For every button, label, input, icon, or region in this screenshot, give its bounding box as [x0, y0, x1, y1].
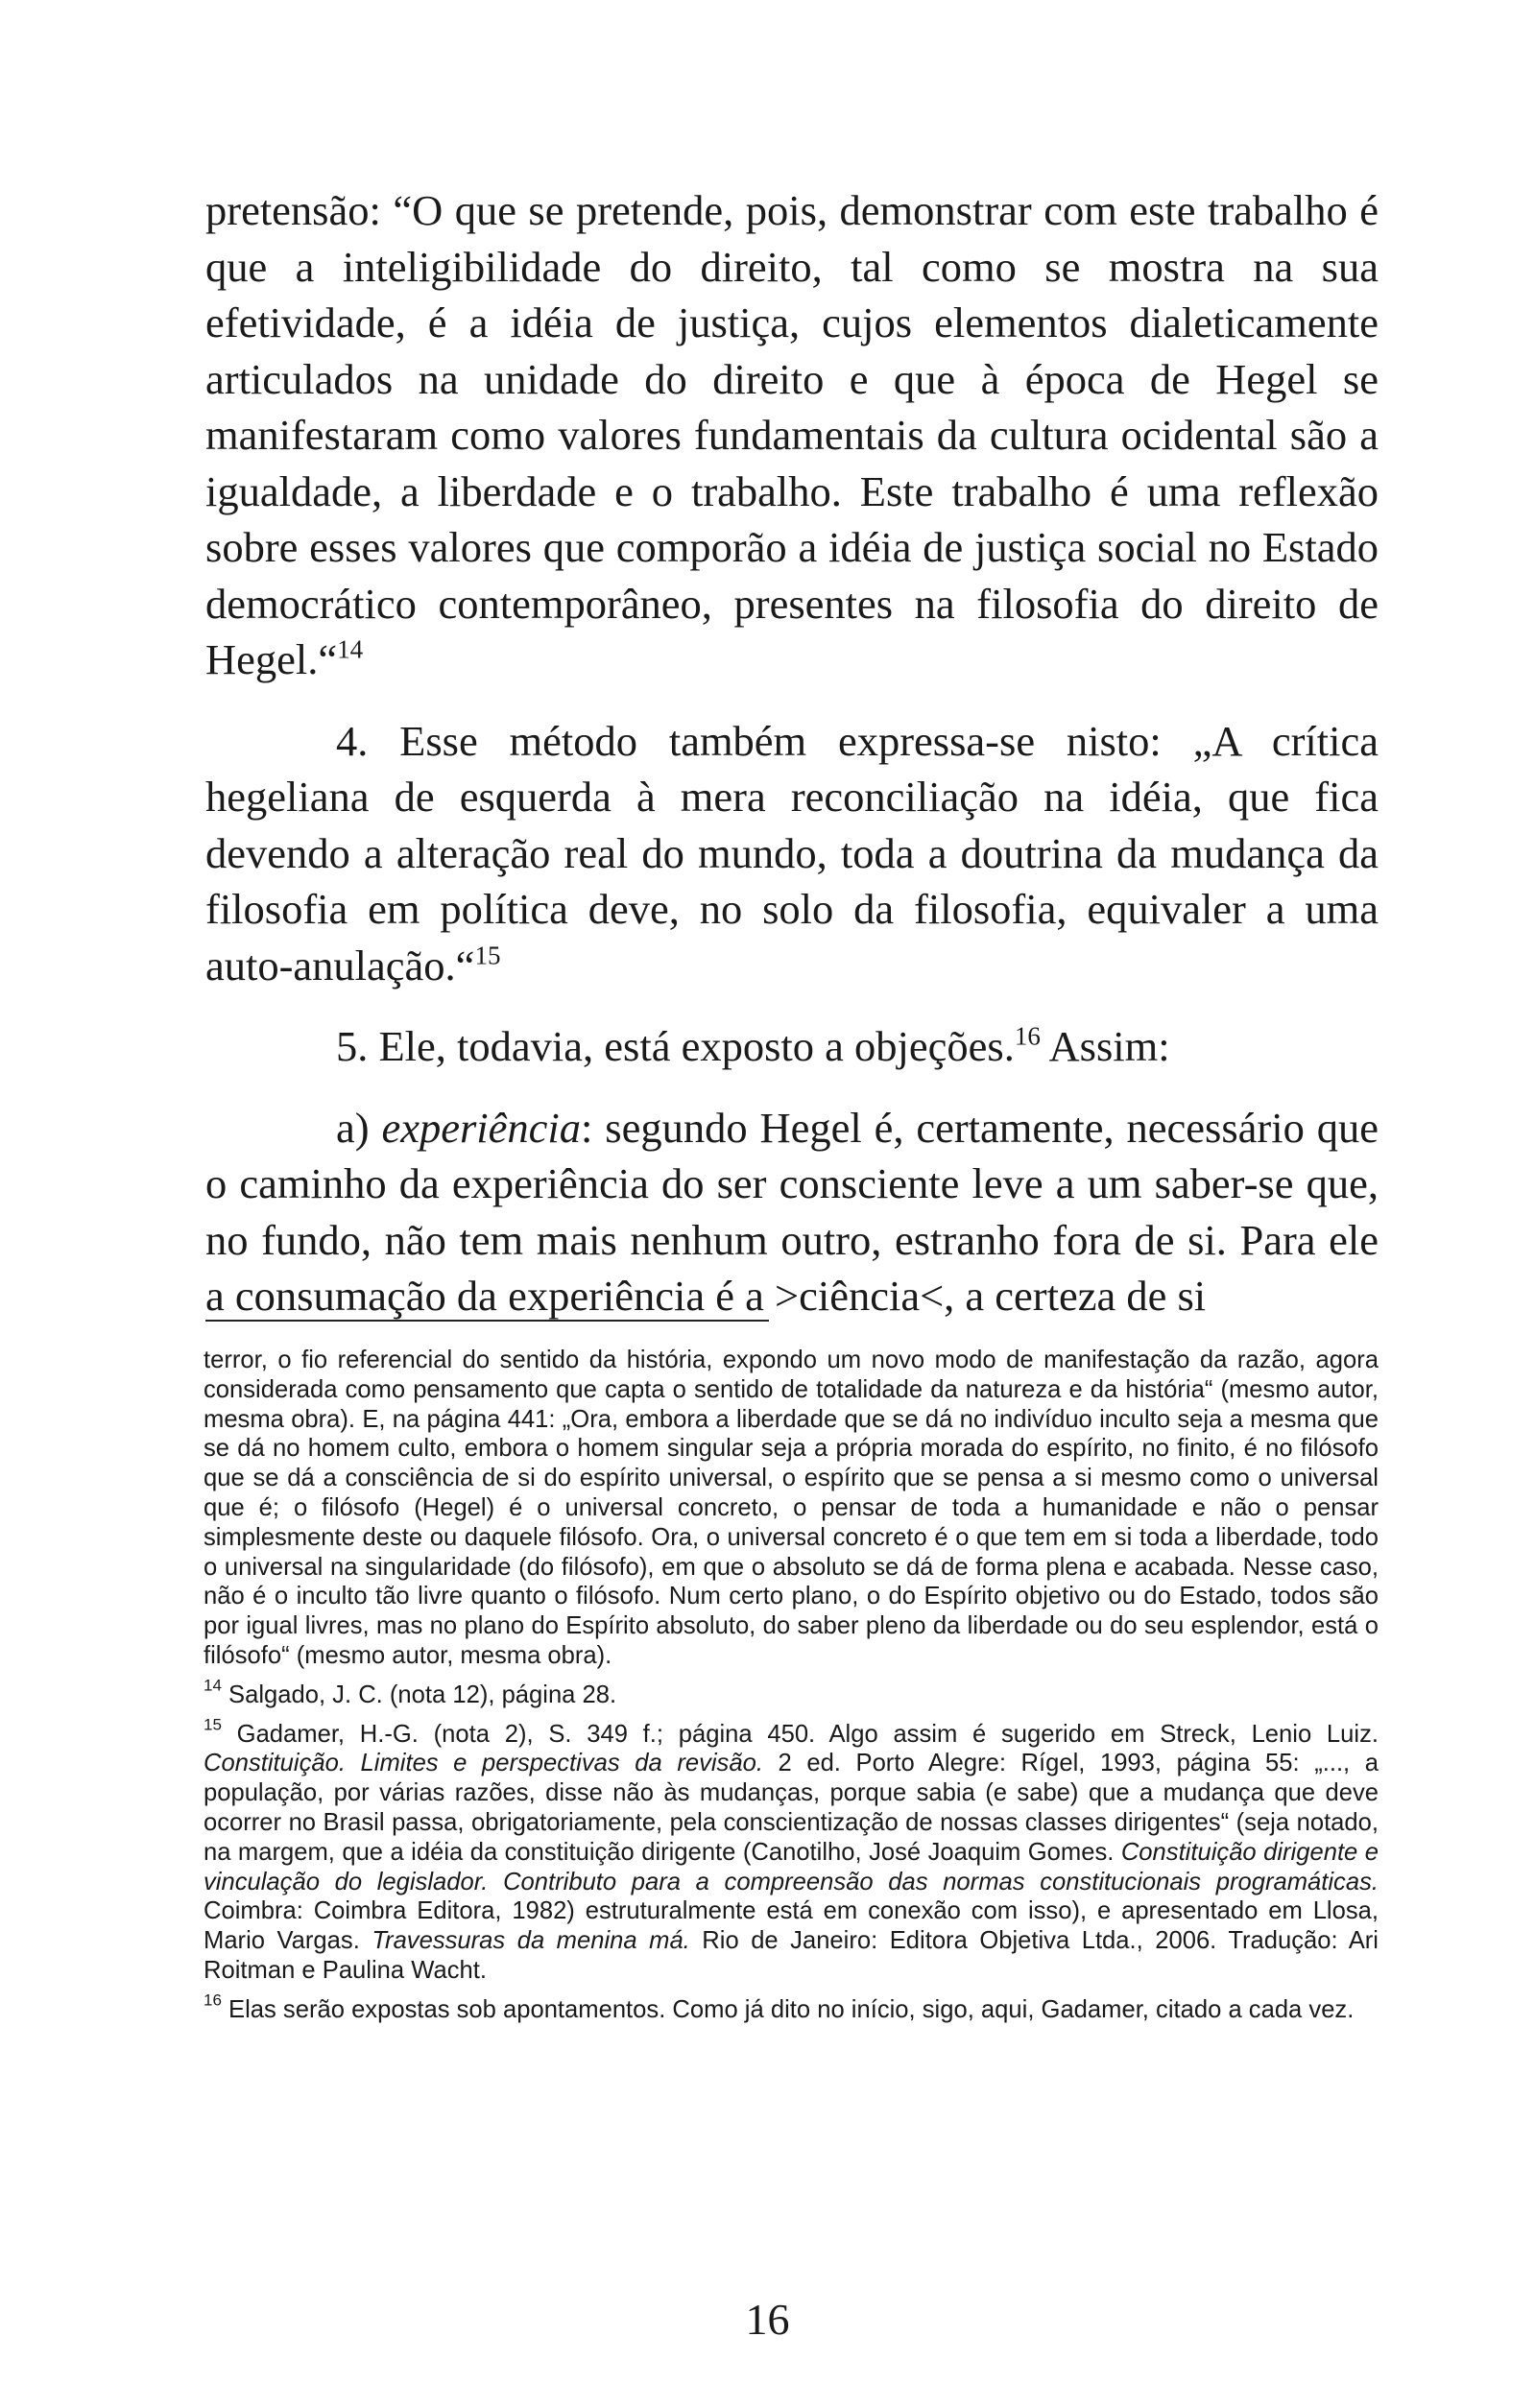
paragraph-5: 5. Ele, todavia, está exposto a objeções.$^{16}$ Assim:: [336, 1021, 1170, 1070]
page-body: [205, 182, 1379, 1324]
paragraph-4: 4. Esse método também expressa-se nisto: „A crítica hegeliana de esquerda à mera reconciliação na idéia, que fica devendo a alteração real do mundo, toda a doutrina da mudança da filosofia em política deve, no solo da filosofia, equivaler a uma auto-anulação.“$^{15}$: [205, 716, 1379, 989]
footnote-continuation: terror, o fio referencial do sentido da história, expondo um novo modo de manifestação da razão, agora considerada como pensamento que capta o sentido de totalidade da natureza e da história“ (mesmo autor, mesma obra). E, na página 441: „Ora, embora a liberdade que se dá no indivíduo inculto seja a mesma que se dá no homem culto, embora o homem singular seja a própria morada do espírito, no finito, é no filósofo que se dá a consciência de si do espírito universal, o espírito que se pensa a si mesmo como o universal que é; o filósofo (Hegel) é o universal concreto, o pensar de toda a humanidade e não o pensar simplesmente deste ou daquele filósofo. Ora, o universal concreto é o que tem em si toda a liberdade, todo o universal na singularidade (do filósofo), em que o absoluto se dá de forma plena e acabada. Nesse caso, não é o inculto tão livre quanto o filósofo. Num certo plano, o do Espírito objetivo ou do Estado, todos são por igual livres, mas no plano do Espírito absoluto, do saber pleno da liberdade ou do seu esplendor, está o filósofo“ (mesmo autor, mesma obra).: [204, 1347, 1379, 1669]
footnote-16: $^{16}$ Elas serão expostas sob apontamentos. Como já dito no início, sigo, aqui, Gadamer, citado a cada vez.: [204, 1990, 1355, 2023]
page-number: 16: [745, 2295, 790, 2344]
footnote-ref-15[interactable]: 15: [474, 940, 501, 969]
footnote-divider: [205, 1320, 769, 1322]
footnote-ref-16[interactable]: 16: [1014, 1021, 1041, 1051]
footnotes: [204, 1346, 1379, 2025]
footnote-14: $^{14}$ Salgado, J. C. (nota 12), página 28.: [204, 1676, 617, 1708]
term-experiencia: experiência: [381, 1103, 582, 1152]
footnote-ref-14[interactable]: 14: [337, 634, 364, 664]
footnote-15: $^{15}$ Gadamer, H.-G. (nota 2), S. 349 f.; página 450. Algo assim é sugerido em Streck, Lenio Luiz. Constituição. Limites e perspectivas da revisão. 2 ed. Porto Alegre: Rígel, 1993, página 55: „..., a população, por várias razões, disse não às mudanças, porque sabia (e sabe) que a mudança que deve ocorrer no Brasil passa, obrigatoriamente, pela conscientização de nossas classes dirigentes“ (seja notado, na margem, que a idéia da constituição dirigente (Canotilho, José Joaquim Gomes. Constituição dirigente e vinculação do legislador. Contributo para a compreensão das normas constitucionais programáticas. Coimbra: Coimbra Editora, 1982) estruturalmente está em conexão com isso), e apresentado em Llosa, Mario Vargas. Travessuras da menina má. Rio de Janeiro: Editora Objetiva Ltda., 2006. Tradução: Ari Roitman e Paulina Wacht.: [204, 1714, 1379, 1984]
paragraph-quote-salgado: pretensão: “O que se pretende, pois, demonstrar com este trabalho é que a inteligibilidade do direito, tal como se mostra na sua efetividade, é a idéia de justiça, cujos elementos dialeticamente articulados na unidade do direito e que à época de Hegel se manifestaram como valores fundamentais da cultura ocidental são a igualdade, a liberdade e o trabalho. Este trabalho é uma reflexão sobre esses valores que comporão a idéia de justiça social no Estado democrático contemporâneo, presentes na filosofia do direito de Hegel.“$^{14}$: [205, 186, 1379, 683]
main-text: [205, 182, 1379, 1324]
paragraph-a-experiencia: a) experiência: segundo Hegel é, certamente, necessário que o caminho da experiência do ser consciente leve a um saber-se que, no fundo, não tem mais nenhum outro, estranho fora de si. Para ele a consumação da experiência é a >ciência<, a certeza de si: [205, 1103, 1379, 1320]
